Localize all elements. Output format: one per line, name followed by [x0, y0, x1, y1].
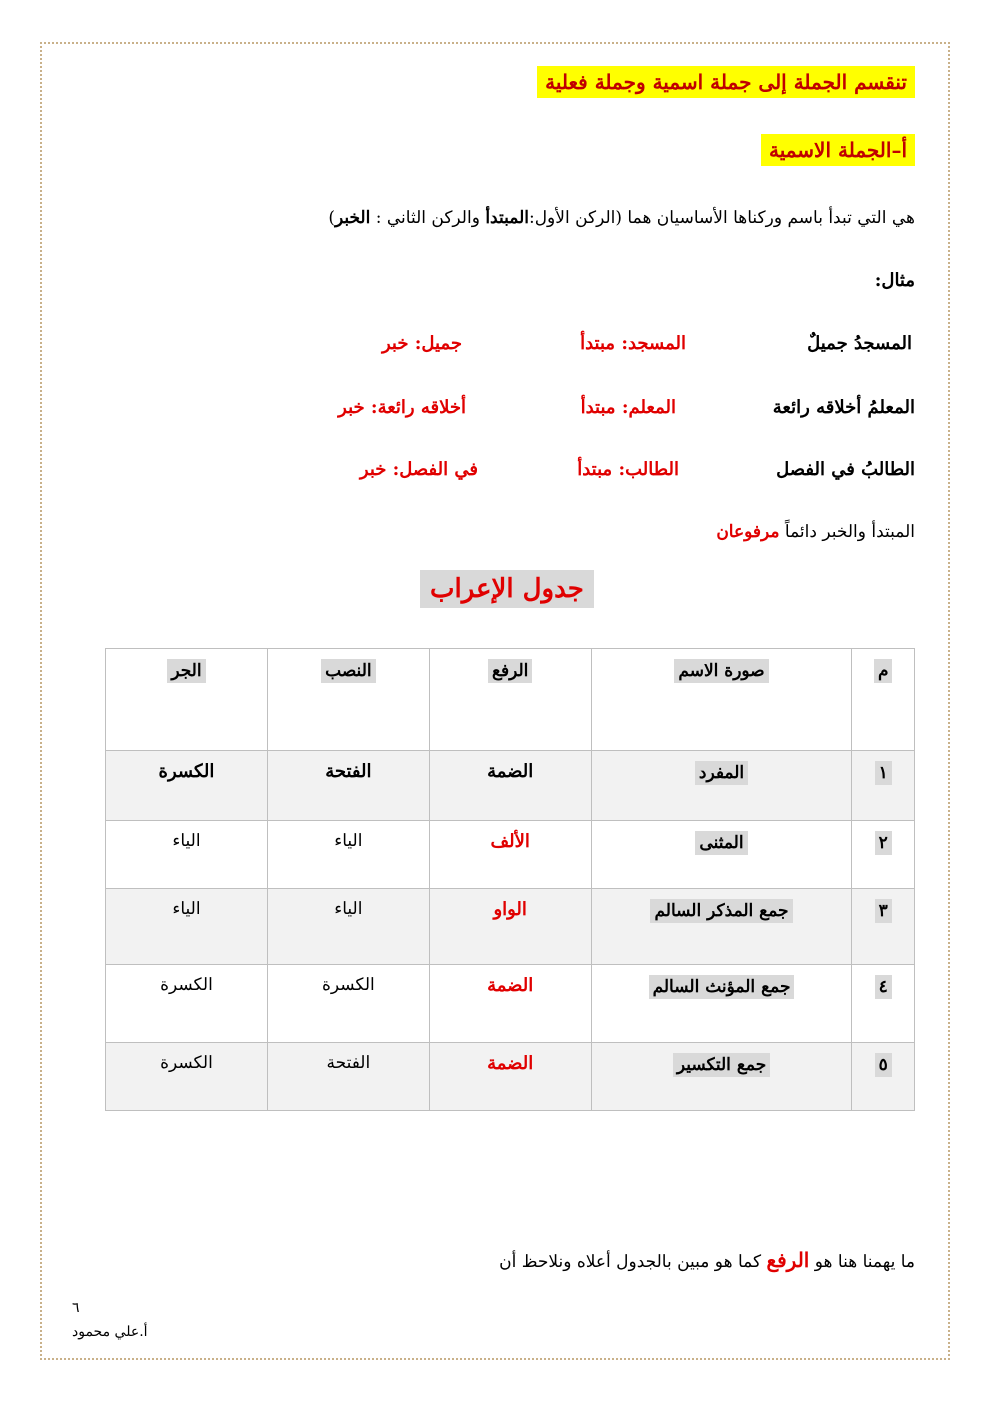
table-cell: الضمة — [429, 965, 591, 1043]
table-cell: الكسرة — [267, 965, 429, 1043]
table-row — [106, 1043, 915, 1111]
table-cell: ٤ — [852, 965, 915, 1043]
table-cell: المفرد — [591, 751, 852, 821]
example-khabar: أخلاقه رائعة: خبر — [338, 397, 466, 418]
example-mubtada: المسجد: مبتدأ — [580, 333, 686, 354]
table-row — [106, 965, 915, 1043]
table-cell: الكسرة — [106, 965, 268, 1043]
example-sentence: الطالبُ في الفصل — [776, 459, 915, 480]
table-cell: الياء — [267, 889, 429, 965]
example-mubtada: الطالب: مبتدأ — [577, 459, 679, 480]
table-cell: جمع المذكر السالم — [591, 889, 852, 965]
table-cell: ١ — [852, 751, 915, 821]
page-number: ٦ — [72, 1300, 80, 1316]
table-cell: ٥ — [852, 1043, 915, 1111]
table-cell: ٣ — [852, 889, 915, 965]
table-cell: الضمة — [429, 751, 591, 821]
table-cell: الكسرة — [106, 1043, 268, 1111]
example-label: مثال: — [874, 270, 915, 291]
header-cell: الجر — [106, 649, 268, 751]
table-cell: جمع التكسير — [591, 1043, 852, 1111]
table-cell: المثنى — [591, 821, 852, 889]
table-cell: الفتحة — [267, 751, 429, 821]
table-cell: الألف — [429, 821, 591, 889]
main-heading: تنقسم الجملة إلى جملة اسمية وجملة فعلية — [537, 70, 915, 94]
example-khabar: في الفصل: خبر — [359, 459, 478, 480]
table-cell: الكسرة — [106, 751, 268, 821]
table-title: جدول الإعراب — [420, 574, 594, 604]
table-row — [106, 889, 915, 965]
table-cell: ٢ — [852, 821, 915, 889]
header-cell: صورة الاسم — [591, 649, 852, 751]
table-cell: الفتحة — [267, 1043, 429, 1111]
table-row — [106, 821, 915, 889]
definition-paragraph: هي التي تبدأ باسم وركناها الأساسيان هما (الركن الأول:المبتدأ والركن الثاني : الخبر) — [328, 208, 915, 228]
note-line: المبتدأ والخبر دائماً مرفوعان — [716, 522, 915, 542]
table-cell: الياء — [106, 889, 268, 965]
table-row — [106, 751, 915, 821]
header-cell: م — [852, 649, 915, 751]
header-cell: الرفع — [429, 649, 591, 751]
example-khabar: جميل: خبر — [382, 333, 462, 354]
bottom-paragraph: ما يهمنا هنا هو الرفع كما هو مبين بالجدول أعلاه ونلاحظ أن — [499, 1248, 915, 1272]
author-name: أ.علي محمود — [72, 1324, 148, 1340]
example-mubtada: المعلم: مبتدأ — [580, 397, 676, 418]
table-cell: الضمة — [429, 1043, 591, 1111]
example-sentence: المعلمُ أخلاقه رائعة — [772, 397, 915, 418]
table-cell: الياء — [106, 821, 268, 889]
irab-table — [105, 648, 915, 1111]
table-cell: الياء — [267, 821, 429, 889]
example-sentence: المسجدُ جميلٌ — [807, 333, 912, 354]
table-cell: جمع المؤنث السالم — [591, 965, 852, 1043]
table-header-row — [106, 649, 915, 751]
sub-heading: أ–الجملة الاسمية — [761, 138, 915, 162]
header-cell: النصب — [267, 649, 429, 751]
table-cell: الواو — [429, 889, 591, 965]
